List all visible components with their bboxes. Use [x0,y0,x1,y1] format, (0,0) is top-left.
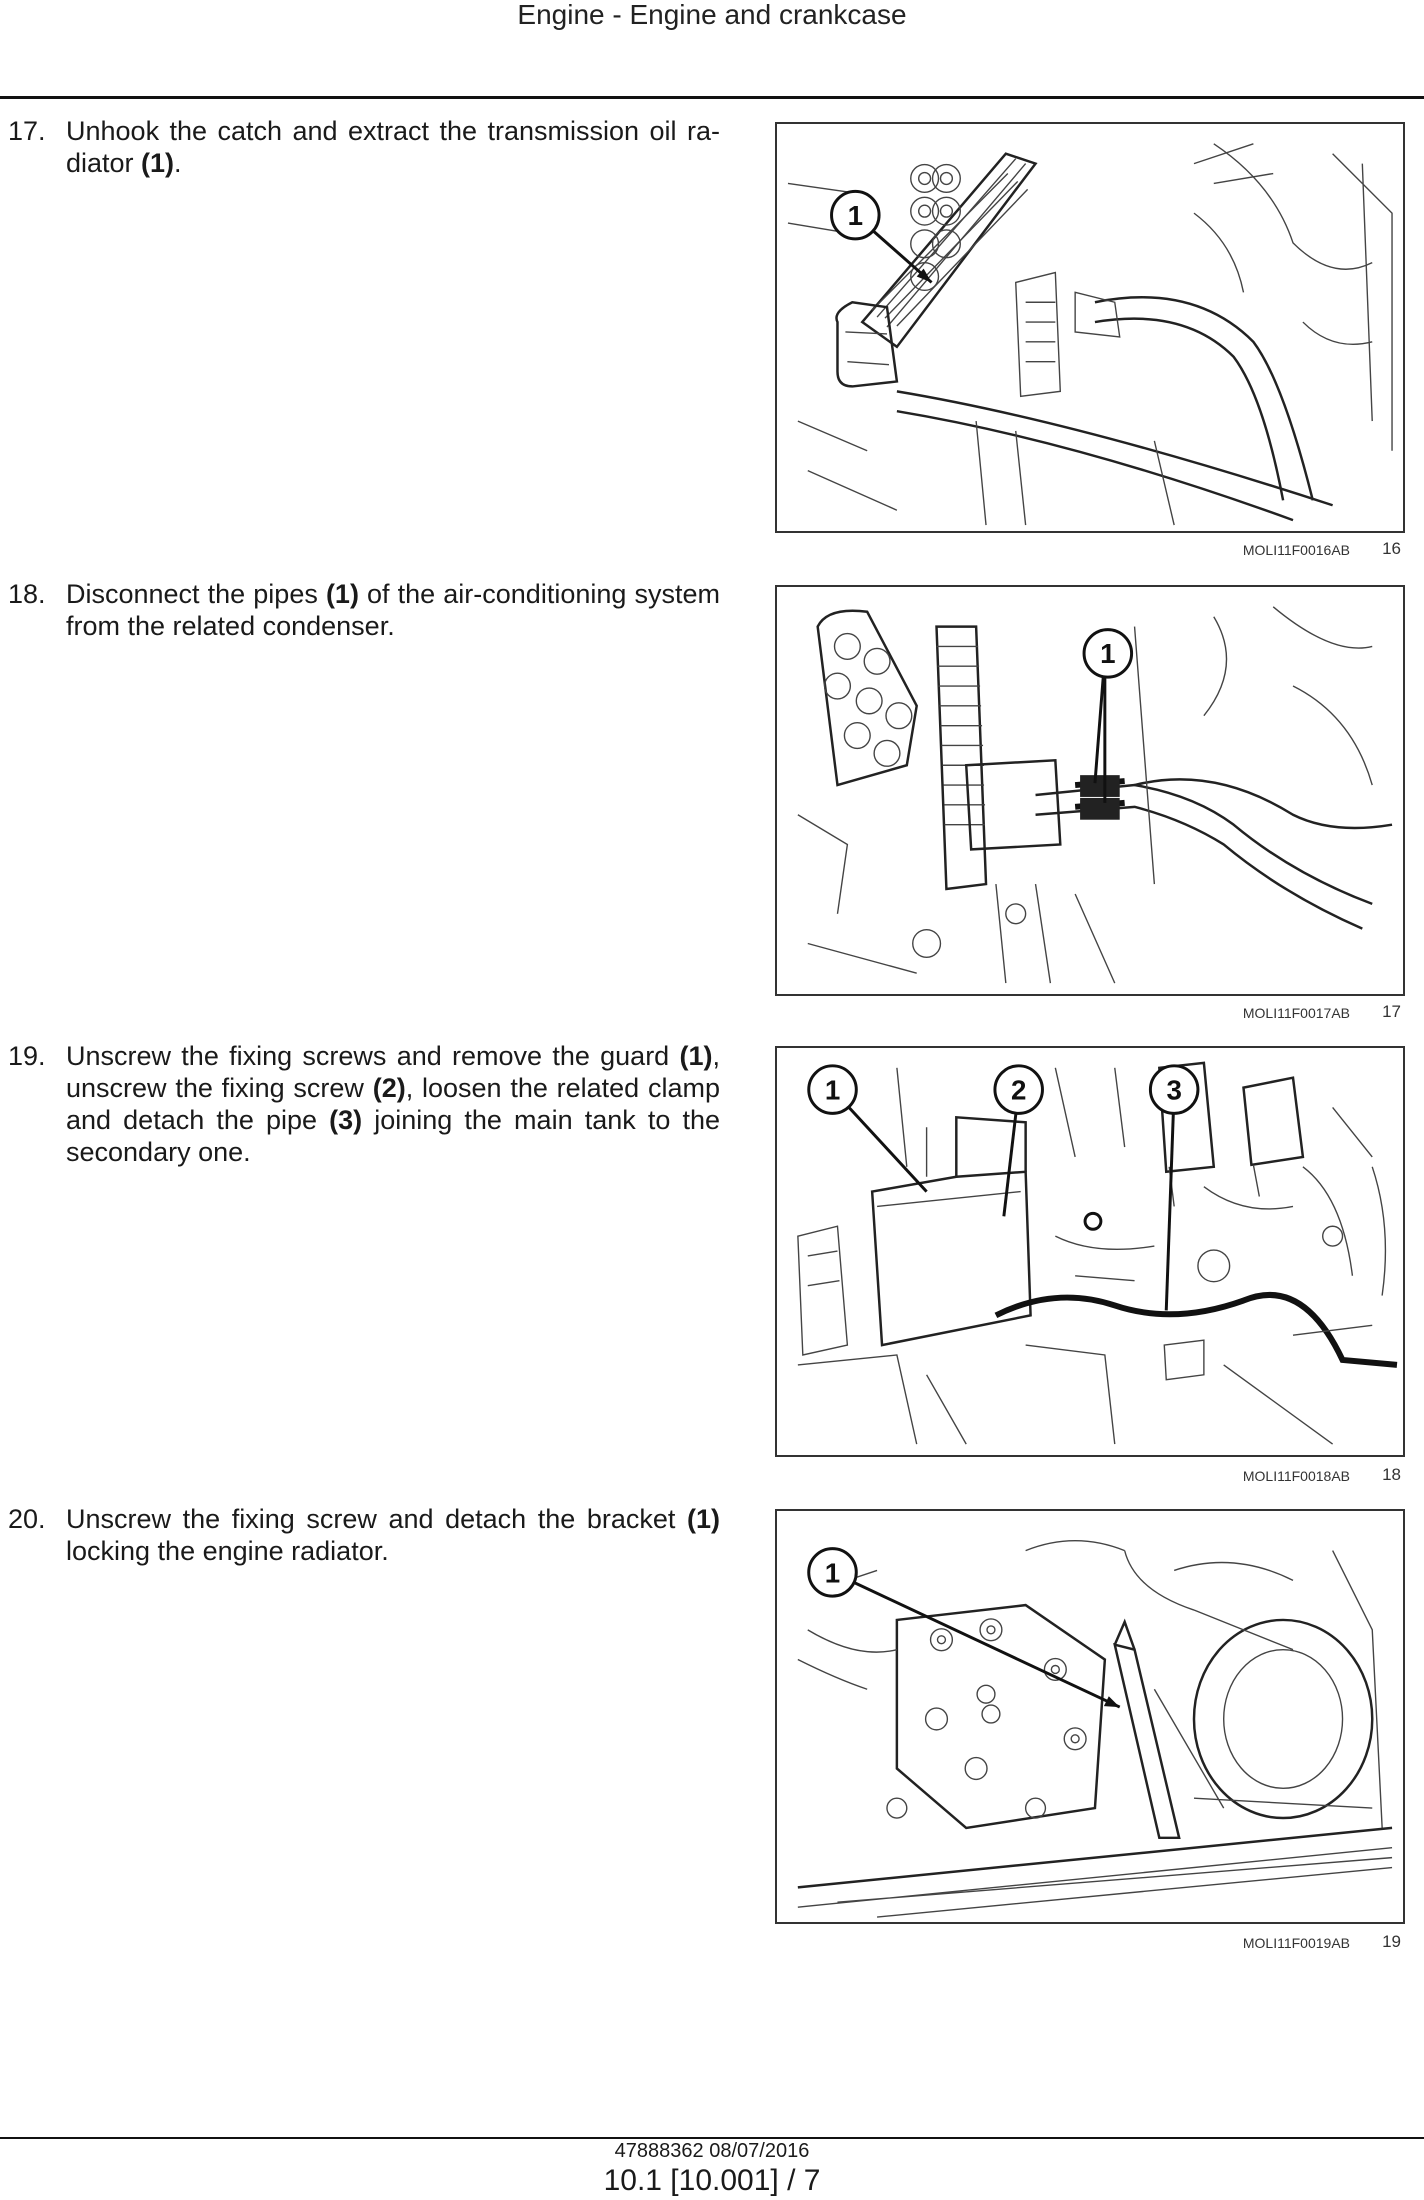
figure-code: MOLI11F0016AB [1242,542,1350,558]
figure-18-callout-1 [809,1066,857,1114]
figure-18-illustration [777,1048,1403,1455]
figure-17 [775,585,1405,996]
figure-18-callout-2 [995,1066,1043,1114]
step-18 [8,578,720,642]
svg-text:1: 1 [847,200,864,232]
figure-16-callout-1 [832,191,880,239]
step-text: Unscrew the fixing screw and detach the bracket (1) locking the engine radiator. [66,1504,720,1566]
fixing-screw [1085,1213,1101,1229]
step-number: 20. [8,1504,46,1534]
figure-index: 19 [1382,1932,1401,1951]
figure-code: MOLI11F0018AB [1242,1468,1350,1484]
figure-index: 17 [1382,1002,1401,1021]
ac-pipe-fitting-upper [1080,775,1120,797]
figure-18 [775,1046,1405,1457]
step-text: Disconnect the pipes (1) of the air-conditioning system from the related condenser. [66,579,720,641]
figure-16 [775,122,1405,533]
svg-text:2: 2 [1010,1074,1027,1106]
svg-text:3: 3 [1166,1074,1182,1106]
figure-17-callout-1 [1084,630,1132,678]
step-text: Unhook the catch and extract the transmission oil ra-diator (1). [66,116,720,178]
step-20 [8,1503,720,1567]
page-header-title: Engine - Engine and crankcase [517,0,907,30]
figure-17-illustration [777,587,1403,994]
step-number: 19. [8,1041,46,1071]
figure-18-callout-3 [1150,1066,1198,1114]
svg-text:1: 1 [1100,638,1116,670]
step-number: 18. [8,579,46,609]
step-19 [8,1040,720,1168]
ac-pipe-fitting-lower [1080,798,1120,820]
figure-16-illustration [777,124,1403,531]
figure-index: 16 [1382,539,1401,558]
figure-19-illustration [777,1511,1403,1922]
svg-text:1: 1 [824,1074,841,1106]
figure-19 [775,1509,1405,1924]
figure-19-callout-1 [809,1549,857,1597]
footer-reference: 47888362 08/07/2016 [614,2140,810,2162]
svg-text:1: 1 [824,1557,841,1589]
step-text: Unscrew the fixing screws and remove the guard (1), unscrew the fixing screw (2), loosen the related clamp and detach the pipe (3) joining the main tank to the secondary one. [66,1041,720,1167]
header-divider [0,96,1424,99]
figure-code: MOLI11F0017AB [1242,1005,1350,1021]
footer-page-number: 10.1 [10.001] / 7 [603,2164,821,2197]
figure-code: MOLI11F0019AB [1242,1935,1350,1951]
footer-divider [0,2137,1424,2139]
step-17 [8,115,720,179]
step-number: 17. [8,116,46,146]
figure-index: 18 [1382,1465,1401,1484]
